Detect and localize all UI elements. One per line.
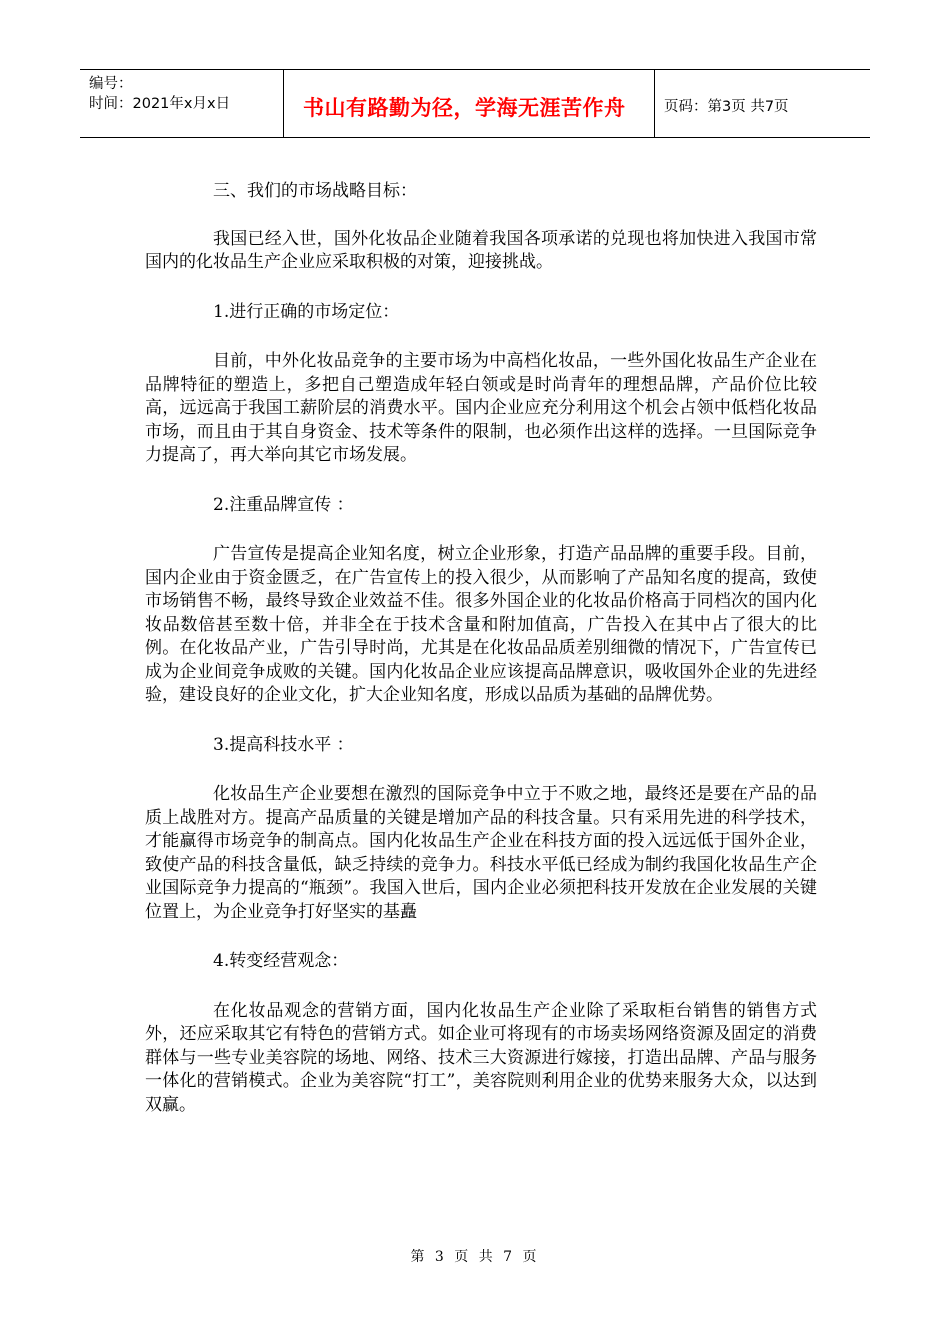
page-footer: 第 3 页 共 7 页: [410, 1249, 540, 1265]
paragraph-positioning: 目前，中外化妆品竞争的主要市场为中高档化妆品，一些外国化妆品生产企业在品牌特征的塑造上，多把自己塑造成年轻白领或是时尚青年的理想品牌，产品价位比较高，远远高于我国工薪阶层的消费水平。国内企业应充分利用这个机会占领中低档化妆品市场，而且由于其自身资金、技术等条件的限制，也必须作出这样的选择。一旦国际竞争力提高了，再大举向其它市场发展。: [145, 351, 817, 465]
document-header: [80, 69, 870, 138]
section-heading-technology: 3.提高科技水平 ：: [213, 734, 354, 755]
paragraph-intro: 我国已经入世，国外化妆品企业随着我国各项承诺的兑现也将加快进入我国市常国内的化妆品生产企业应采取积极的对策，迎接挑战。: [145, 228, 817, 272]
document-body: [145, 180, 817, 1117]
header-meta-cell: [80, 70, 284, 137]
header-motto: 书山有路勤为径，学海无涯苦作舟: [303, 96, 626, 120]
header-page-info: 页码：第3页 共7页: [664, 99, 789, 115]
document-number-label: 编号：: [89, 76, 133, 92]
paragraph-branding: 广告宣传是提高企业知名度，树立企业形象，打造产品品牌的重要手段。目前，国内企业由于资金匮乏，在广告宣传上的投入很少，从而影响了产品知名度的提高，致使市场销售不畅，最终导致企业效益不佳。很多外国企业的化妆品价格高于同档次的国内化妆品数倍甚至数十倍，并非全在于技术含量和附加值高，广告投入在其中占了很大的比例。在化妆品产业，广告引导时尚，尤其是在化妆品品质差别细微的情况下，广告宣传已成为企业间竞争成败的关键。国内化妆品企业应该提高品牌意识，吸收国外企业的先进经验，建设良好的企业文化，扩大企业知名度，形成以品质为基础的品牌优势。: [145, 544, 817, 705]
section-heading-operations: 4.转变经营观念：: [213, 951, 349, 971]
section-heading-strategy: 三、我们的市场战略目标：: [213, 181, 417, 201]
header-motto-cell: [284, 70, 655, 137]
document-date-label: 时间：2021年x月x日: [89, 96, 231, 112]
paragraph-technology: 化妆品生产企业要想在激烈的国际竞争中立于不败之地，最终还是要在产品的品质上战胜对方。提高产品质量的关键是增加产品的科技含量。只有采用先进的科学技术，才能赢得市场竞争的制高点。国内化妆品生产企业在科技方面的投入远远低于国外企业，致使产品的科技含量低，缺乏持续的竞争力。科技水平低已经成为制约我国化妆品生产企业国际竞争力提高的“瓶颈”。我国入世后，国内企业必须把科技开发放在企业发展的关键位置上，为企业竞争打好坚实的基矗: [145, 784, 817, 922]
section-heading-positioning: 1.进行正确的市场定位：: [213, 301, 400, 322]
section-heading-branding: 2.注重品牌宣传 ：: [213, 494, 354, 515]
paragraph-operations: 在化妆品观念的营销方面，国内化妆品生产企业除了采取柜台销售的销售方式外，还应采取其它有特色的营销方式。如企业可将现有的市场卖场网络资源及固定的消费群体与一些专业美容院的场地、网络、技术三大资源进行嫁接，打造出品牌、产品与服务一体化的营销模式。企业为美容院“打工”，美容院则利用企业的优势来服务大众，以达到双赢。: [145, 1000, 817, 1115]
header-page-cell: [655, 70, 870, 137]
